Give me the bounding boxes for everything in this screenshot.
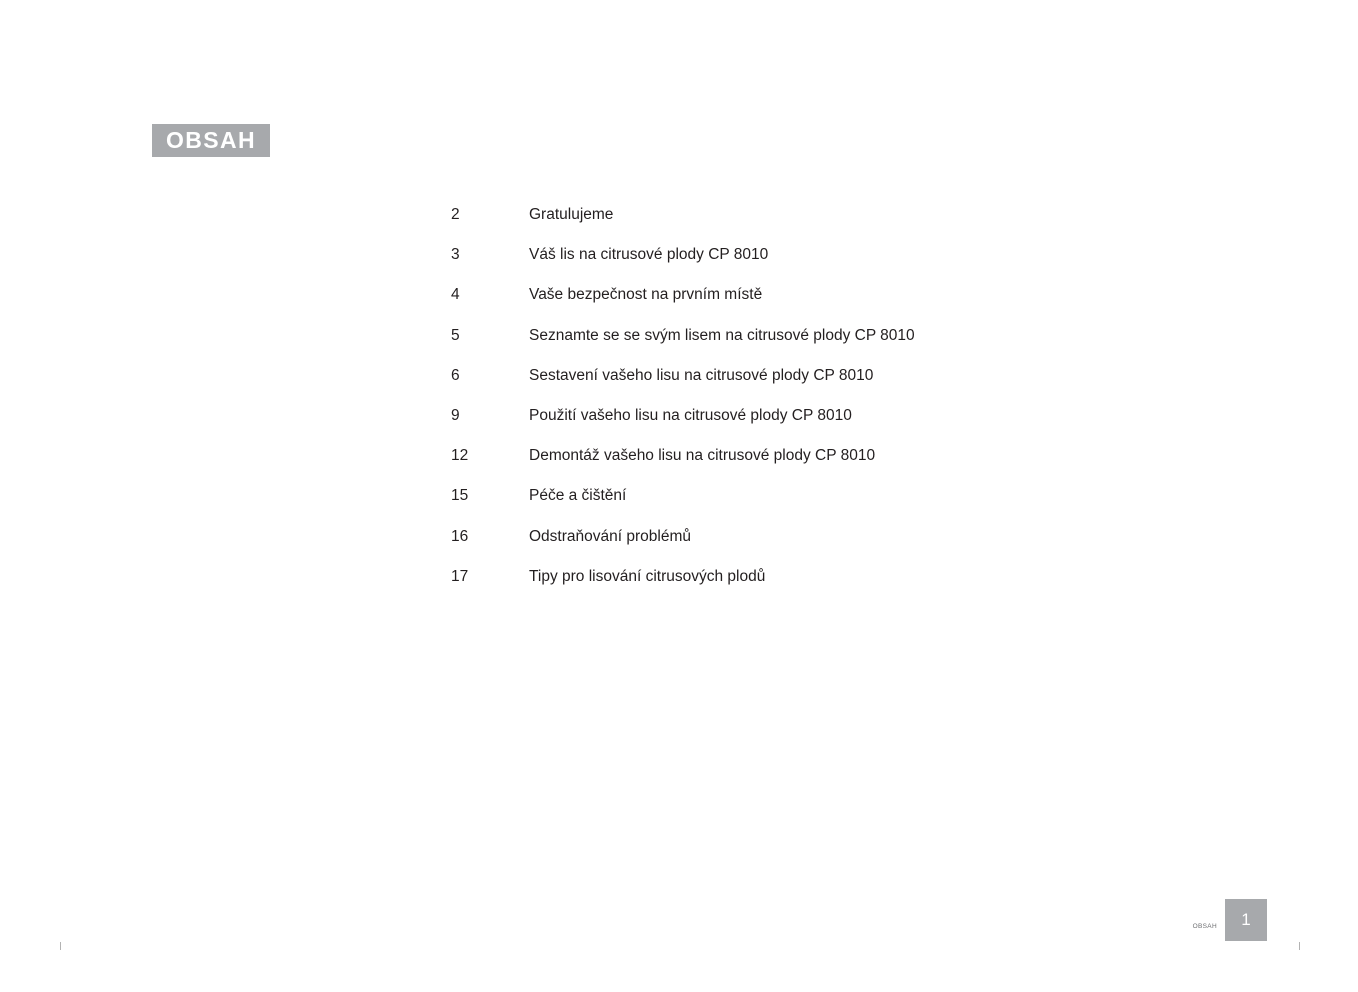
toc-entry-title: Demontáž vašeho lisu na citrusové plody CP 8010: [529, 447, 876, 465]
page-footer: [1193, 899, 1267, 941]
toc-entry[interactable]: [451, 568, 1151, 608]
section-heading-band: [152, 124, 270, 157]
toc-entry[interactable]: [451, 327, 1151, 367]
table-of-contents: [451, 206, 1151, 608]
toc-entry-page: 17: [451, 567, 469, 585]
page-title: OBSAH: [166, 127, 256, 153]
toc-entry-title: Vaše bezpečnost na prvním místě: [529, 286, 763, 304]
toc-entry-title: Seznamte se se svým lisem na citrusové plody CP 8010: [529, 326, 915, 344]
toc-entry-title: Váš lis na citrusové plody CP 8010: [529, 246, 769, 264]
toc-entry[interactable]: [451, 367, 1151, 407]
footer-page-number: 1: [1225, 899, 1267, 941]
toc-entry-page: 2: [451, 206, 460, 223]
toc-entry-title: Gratulujeme: [529, 206, 614, 223]
toc-entry-title: Použití vašeho lisu na citrusové plody CP 8010: [529, 406, 852, 424]
toc-entry-title: Sestavení vašeho lisu na citrusové plody CP 8010: [529, 366, 874, 384]
toc-entry-page: 12: [451, 447, 469, 465]
toc-entry-title: Péče a čištění: [529, 487, 627, 505]
toc-entry-page: 3: [451, 246, 460, 264]
toc-entry[interactable]: [451, 246, 1151, 286]
toc-entry-page: 6: [451, 366, 460, 384]
footer-section-label: OBSAH: [1192, 923, 1217, 930]
toc-entry-page: 15: [451, 487, 469, 505]
toc-entry-title: Odstraňování problémů: [529, 527, 691, 545]
toc-entry[interactable]: [451, 286, 1151, 326]
toc-entry-page: 16: [451, 527, 469, 545]
toc-entry[interactable]: [451, 206, 1151, 246]
toc-entry[interactable]: [451, 528, 1151, 568]
toc-entry[interactable]: [451, 447, 1151, 487]
crop-mark-right: [1299, 942, 1300, 950]
crop-mark-left: [60, 942, 61, 950]
toc-entry-page: 4: [451, 286, 460, 304]
toc-entry-page: 5: [451, 326, 460, 344]
toc-entry[interactable]: [451, 407, 1151, 447]
toc-entry-page: 9: [451, 406, 460, 424]
toc-entry[interactable]: [451, 487, 1151, 527]
toc-entry-title: Tipy pro lisování citrusových plodů: [529, 567, 766, 585]
